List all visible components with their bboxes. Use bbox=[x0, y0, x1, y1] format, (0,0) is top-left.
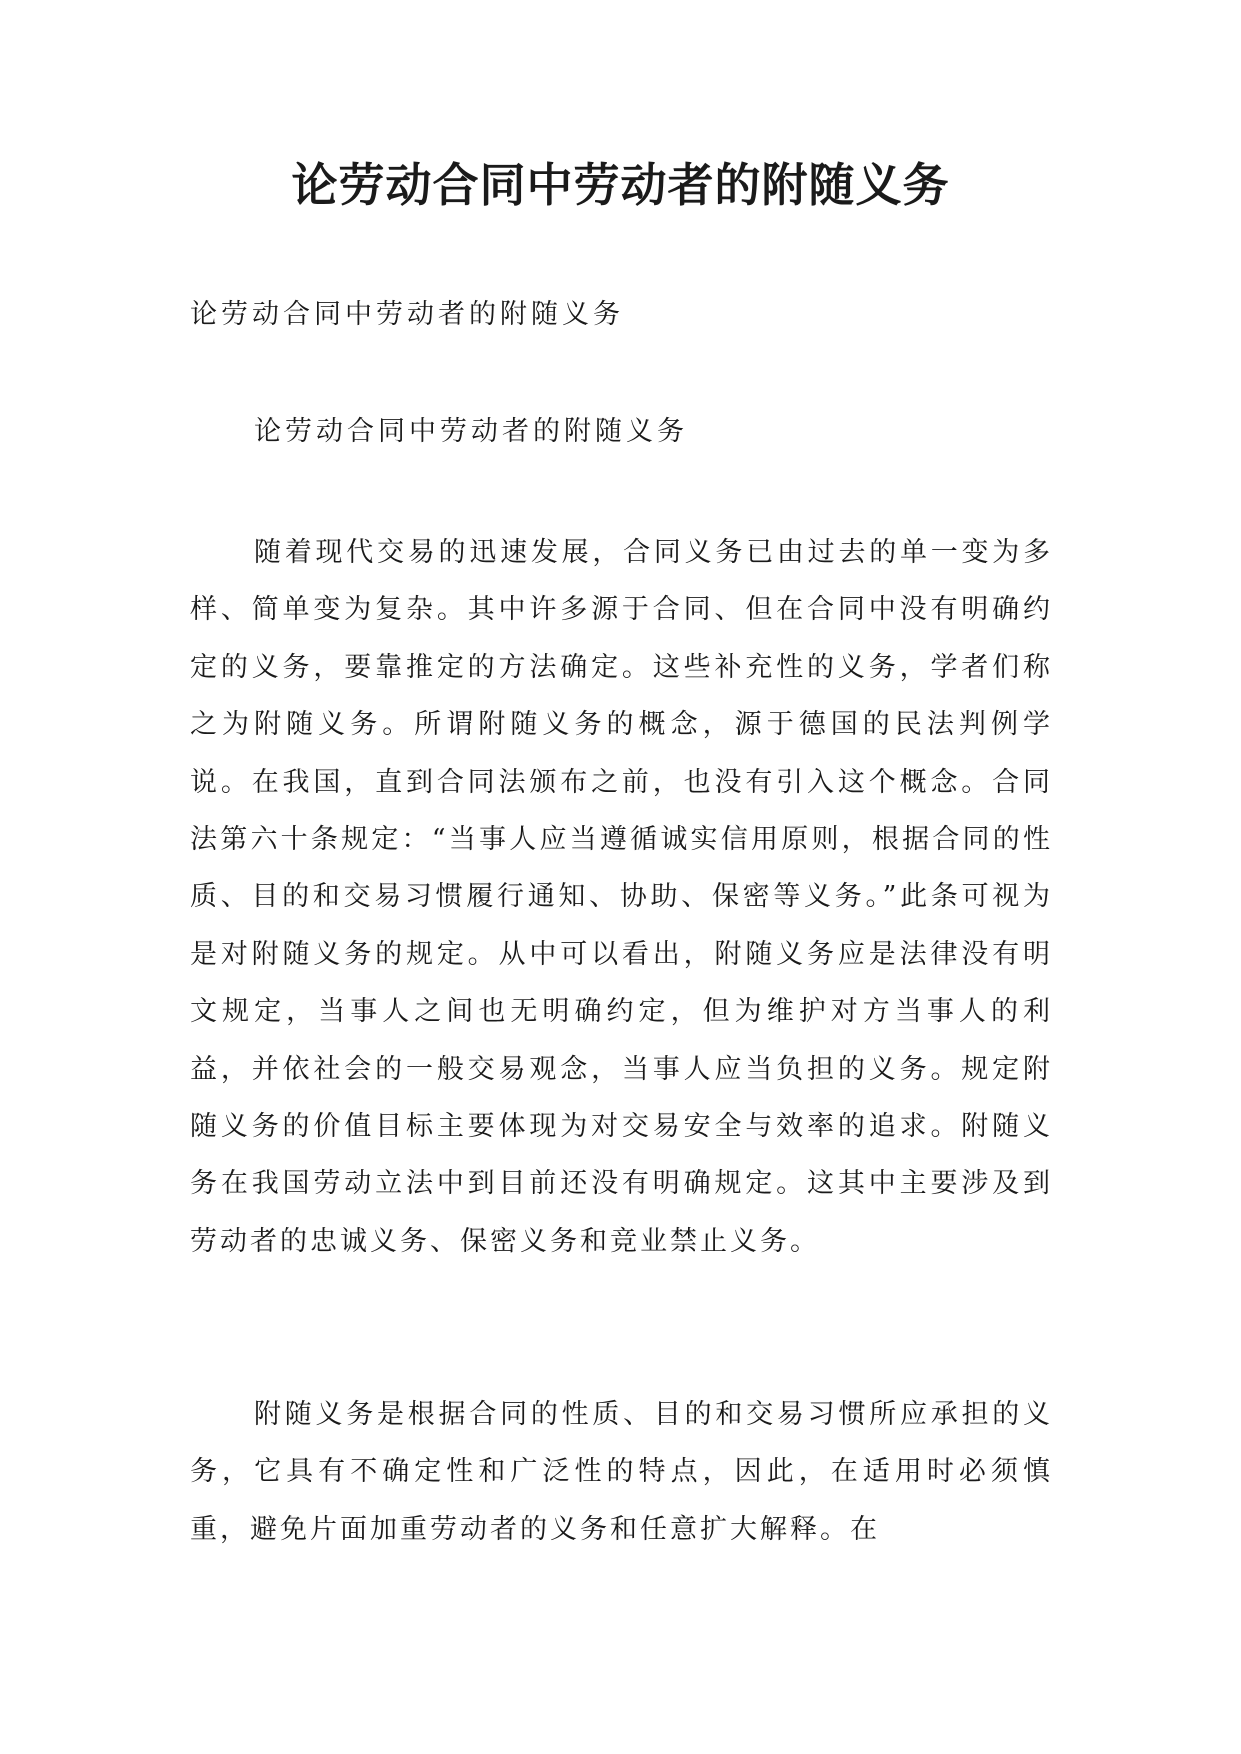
body-paragraph: 附随义务是根据合同的性质、目的和交易习惯所应承担的义务，它具有不确定性和广泛性的特点，因此，在适用时必须慎重，避免片面加重劳动者的义务和任意扩大解释。在 bbox=[190, 1399, 1053, 1545]
section-heading: 论劳动合同中劳动者的附随义务 bbox=[254, 416, 688, 447]
body-paragraph: 随着现代交易的迅速发展，合同义务已由过去的单一变为多样、简单变为复杂。其中许多源于合同、但在合同中没有明确约定的义务，要靠推定的方法确定。这些补充性的义务，学者们称之为附随义务。所谓附随义务的概念，源于德国的民法判例学说。在我国，直到合同法颁布之前，也没有引入这个概念。合同法第六十条规定：“当事人应当遵循诚实信用原则，根据合同的性质、目的和交易习惯履行通知、协助、保密等义务。”此条可视为是对附随义务的规定。从中可以看出，附随义务应是法律没有明文规定，当事人之间也无明确约定，但为维护对方当事人的利益，并依社会的一般交易观念，当事人应当负担的义务。规定附随义务的价值目标主要体现为对交易安全与效率的追求。附随义务在我国劳动立法中到目前还没有明确规定。这其中主要涉及到劳动者的忠诚义务、保密义务和竞业禁止义务。 bbox=[190, 537, 1053, 1257]
document-title: 论劳动合同中劳动者的附随义务 bbox=[291, 158, 950, 212]
document-subtitle: 论劳动合同中劳动者的附随义务 bbox=[190, 299, 624, 330]
